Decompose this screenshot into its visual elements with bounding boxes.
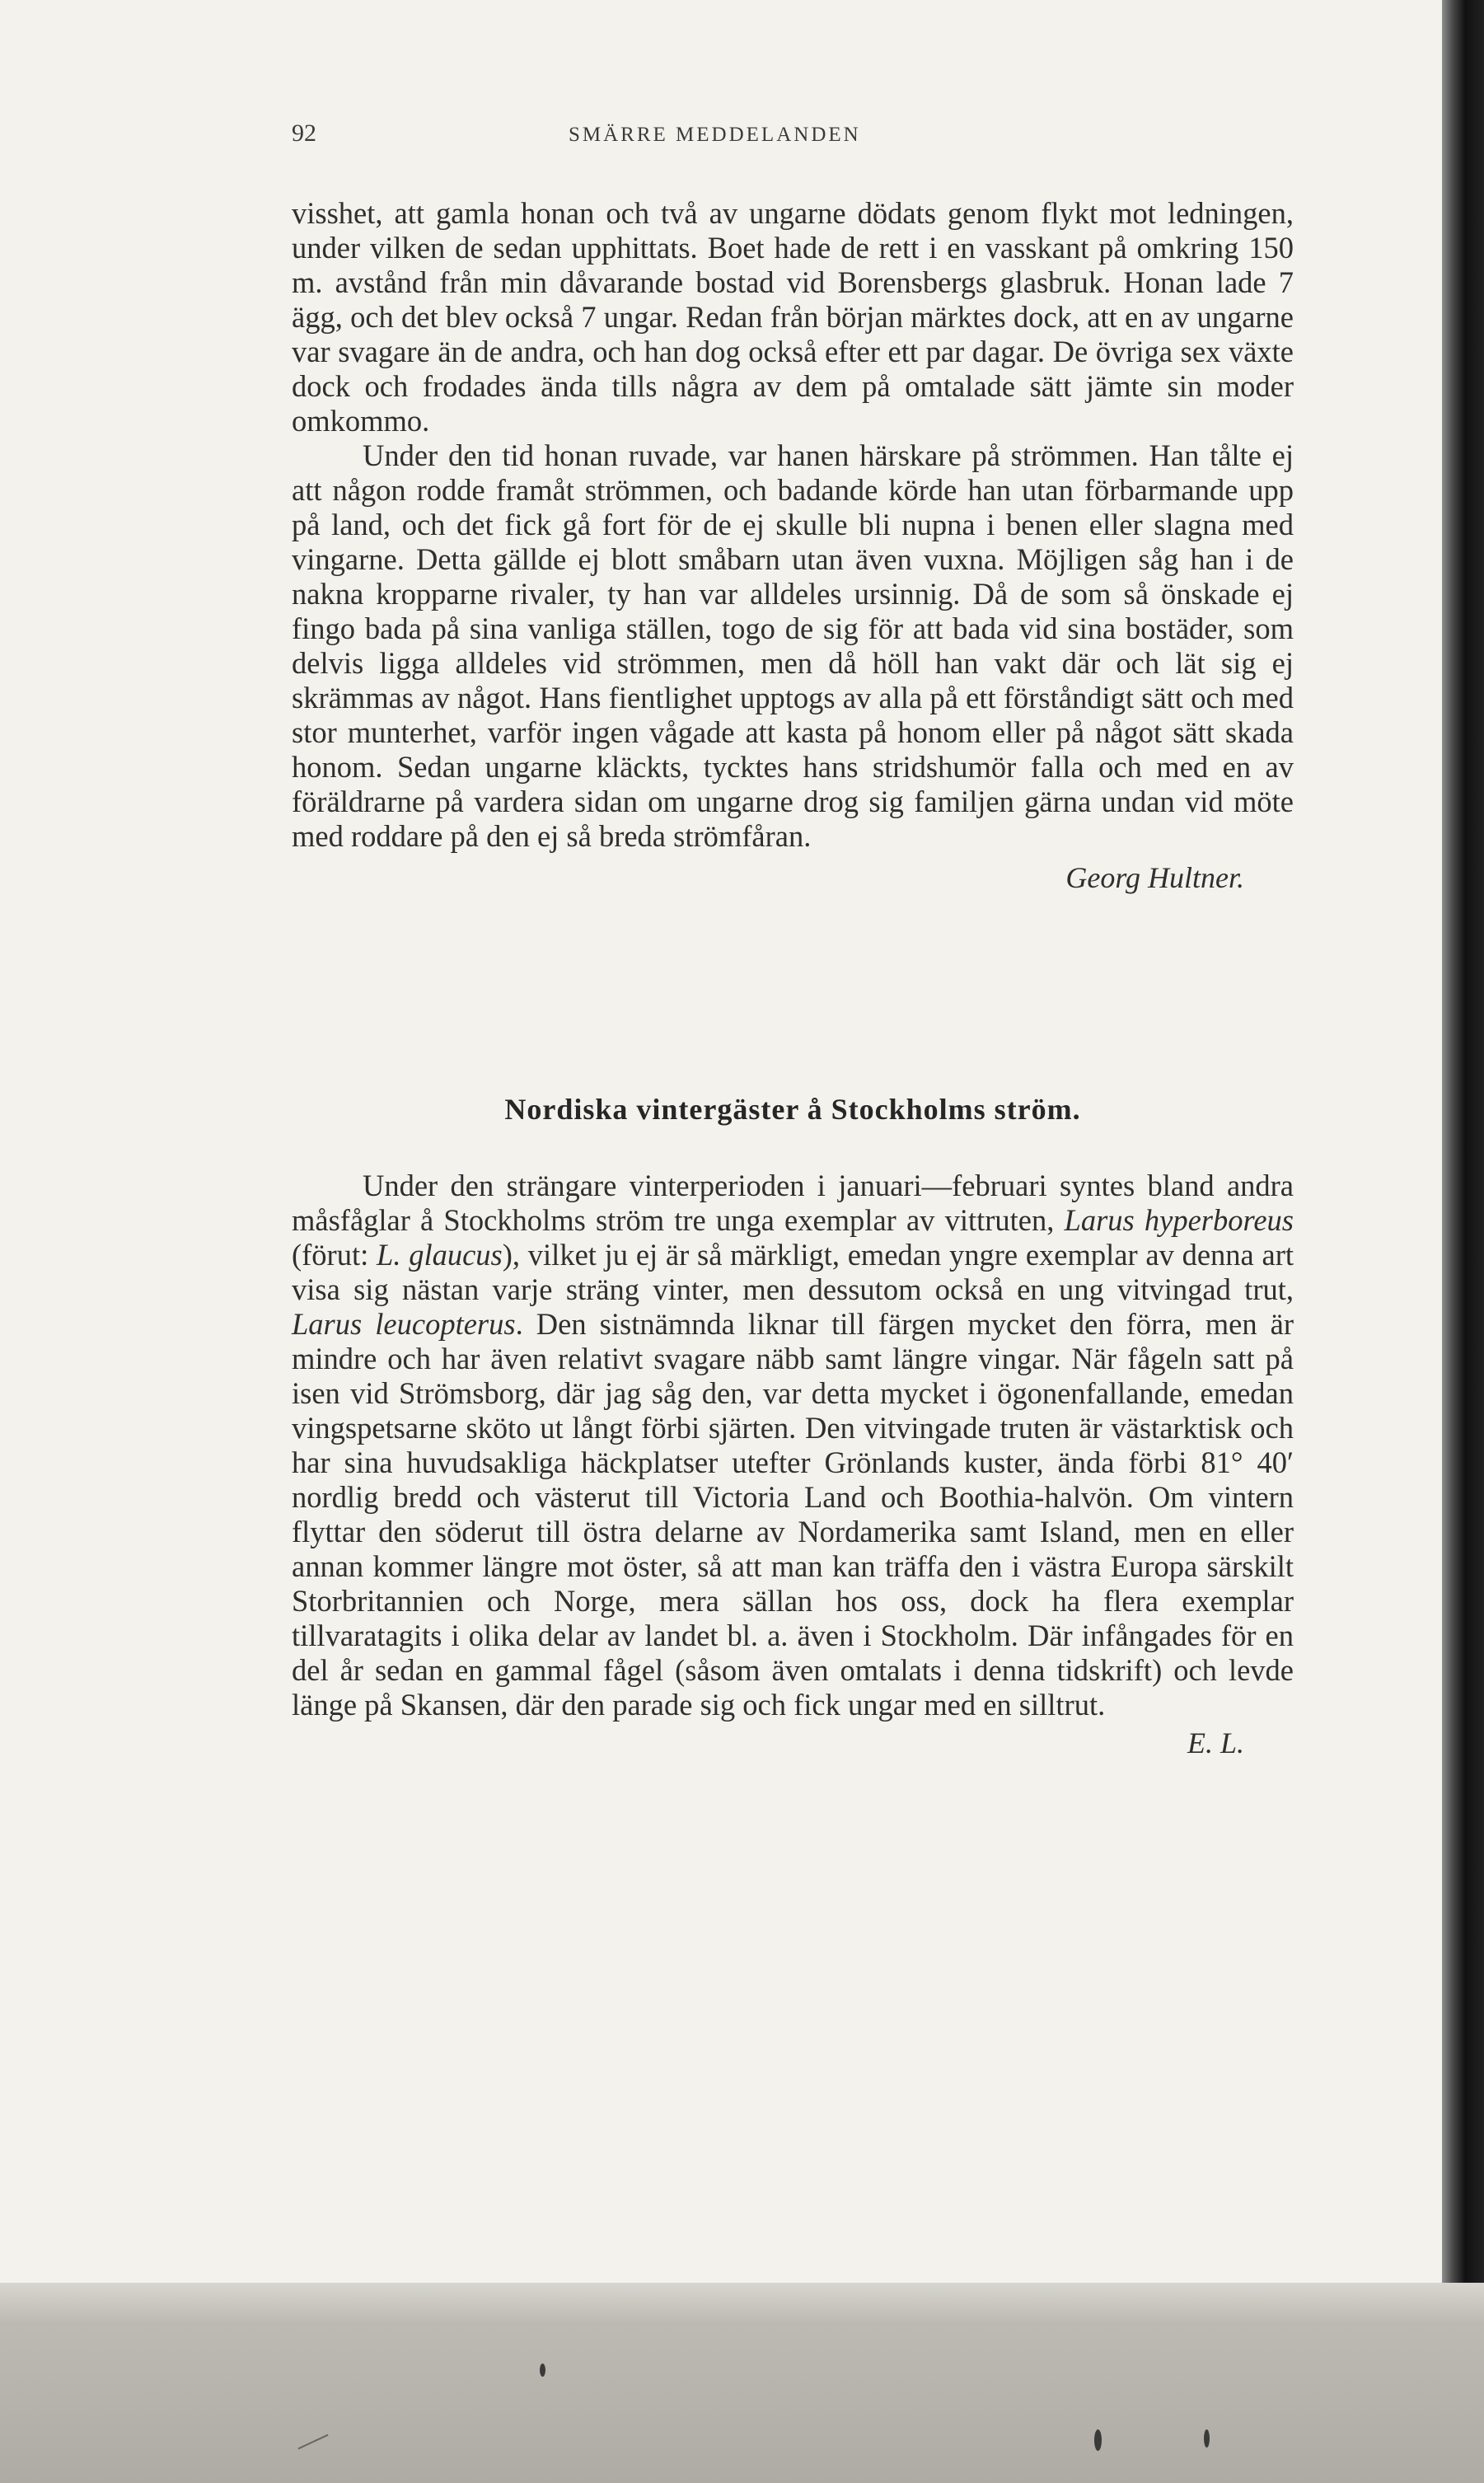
paragraph: visshet, att gamla honan och två av ungarne dödats genom flykt mot ledningen, under vilken de sedan upphittats. Boet hade de rett i en vasskant på omkring 150 m. avstånd från min dåvarande bostad vid Borensbergs glasbruk. Honan lade 7 ägg, och det blev också 7 ungar. Redan från början märktes dock, att en av ungarne var svagare än de andra, och han dog också efter ett par dagar. De övriga sex växte dock och frodades ända tills några av dem på omtalade sätt jämte sin moder omkommo. xyxy=(292,196,1294,438)
text-run: ), vilket ju ej är så märkligt, emedan yngre exemplar av denna art visa sig nästan varje sträng vinter, men dessutom också en ung vitvingad trut, xyxy=(292,1238,1294,1306)
text-run: (förut: xyxy=(292,1238,377,1272)
scan-speck xyxy=(1204,2429,1210,2448)
paragraph xyxy=(292,1169,1294,1722)
scan-speck xyxy=(297,2434,328,2450)
species-name: Larus leucopterus xyxy=(292,1307,516,1341)
running-title: SMÄRRE MEDDELANDEN xyxy=(569,124,861,146)
scan-bottom-margin xyxy=(0,2283,1484,2483)
scan-speck xyxy=(540,2364,545,2377)
text-run: Under den strängare vinterperioden i januari—februari syntes bland andra måsfåglar å Stockholms ström tre unga exemplar av vittruten, xyxy=(292,1169,1294,1237)
species-name: L. glaucus xyxy=(377,1238,503,1272)
author-signature: Georg Hultner. xyxy=(1065,861,1244,894)
paragraph: Under den tid honan ruvade, var hanen härskare på strömmen. Han tålte ej att någon rodde framåt strömmen, och badande körde han utan förbarmande upp på land, och det fick gå fort för de ej skulle bli nupna i benen eller slagna med vingarne. Detta gällde ej blott småbarn utan även vuxna. Möjligen såg han i de nakna kropparne rivaler, ty han var alldeles ursinnig. Då de som så önskade ej fingo bada på sina vanliga ställen, togo de sig för att bada vid sina bostäder, som delvis ligga alldeles vid strömmen, men då höll han vakt där och lät sig ej skrämmas av något. Hans fientlighet upptogs av alla på ett förståndigt sätt och med stor munterhet, varför ingen vågade att kasta på honom eller på något sätt skada honom. Sedan ungarne kläckts, tycktes hans stridshumör falla och med en av föräldrarne på vardera sidan om ungarne drog sig familjen gärna undan vid möte med roddare på den ej så breda strömfåran. xyxy=(292,438,1294,853)
scan-speck xyxy=(1094,2429,1102,2451)
page-number: 92 xyxy=(292,119,316,147)
scan-edge-shadow xyxy=(1442,0,1484,2283)
article-continuation xyxy=(292,196,1294,895)
species-name: Larus hyperboreus xyxy=(1064,1203,1294,1237)
text-run: . Den sistnämnda liknar till färgen mycket den förra, men är mindre och har även relativt svagare näbb samt längre vingar. När fågeln satt på isen vid Strömsborg, där jag såg den, var detta mycket i ögonenfallande, emedan vingspetsarne sköto ut långt förbi sjärten. Den vitvingade truten är västarktisk och har sina huvudsakliga häckplatser utefter Grönlands kuster, ända förbi 81° 40′ nordlig bredd och västerut till Victoria Land och Boothia-halvön. Om vintern flyttar den söderut till östra delarne av Nordamerika samt Island, men en eller annan kommer längre mot öster, så att man kan träffa den i västra Europa särskilt Storbritannien och Norge, mera sällan hos oss, dock ha flera exemplar tillvaratagits i olika delar av landet bl. a. även i Stockholm. Där infångades för en del år sedan en gammal fågel (såsom även omtalats i denna tidskrift) och levde länge på Skansen, där den parade sig och fick ungar med en silltrut. xyxy=(292,1307,1294,1722)
author-signature: E. L. xyxy=(1187,1726,1244,1759)
article-body xyxy=(292,1169,1294,1760)
article-title: Nordiska vintergäster å Stockholms ström. xyxy=(504,1093,1081,1126)
